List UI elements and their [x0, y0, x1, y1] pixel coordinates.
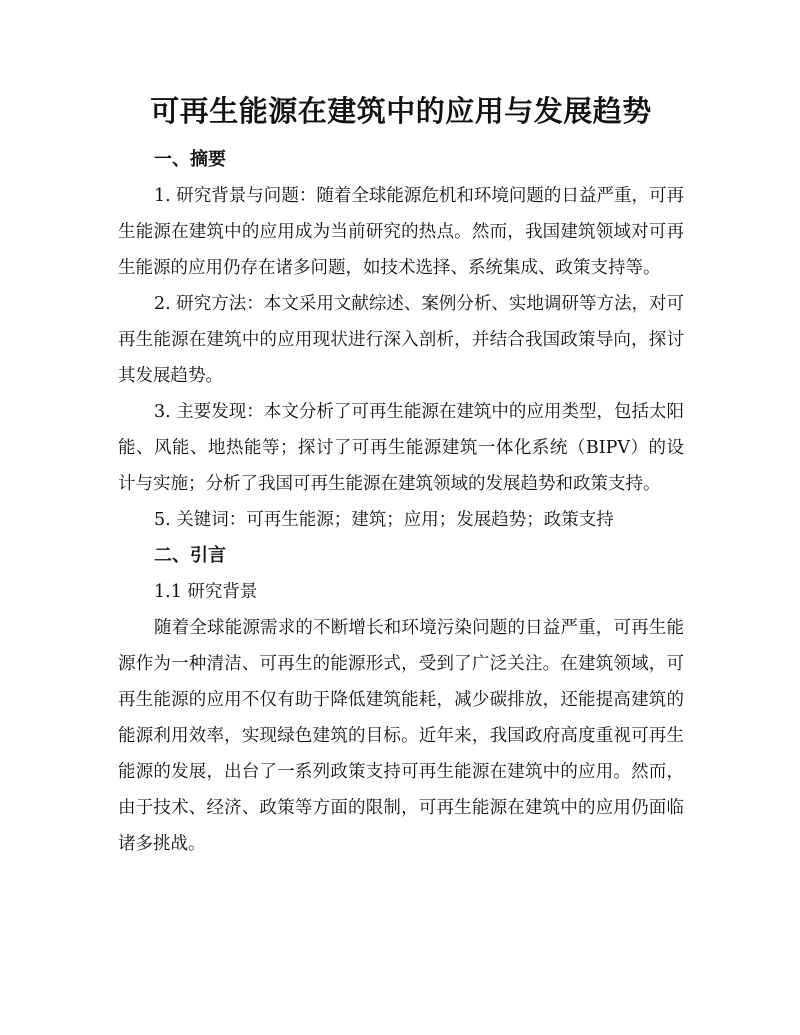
- abstract-item-keywords: 5. 关键词：可再生能源；建筑；应用；发展趋势；政策支持: [154, 510, 614, 530]
- document-page: [118, 88, 684, 862]
- intro-paragraph: 随着全球能源需求的不断增长和环境污染问题的日益严重，可再生能源作为一种清洁、可再生的能源形式，受到了广泛关注。在建筑领域，可再生能源的应用不仅有助于降低建筑能耗，减少碳排放，还能提高建筑的能源利用效率，实现绿色建筑的目标。近年来，我国政府高度重视可再生能源的发展，出台了一系列政策支持可再生能源在建筑中的应用。然而，由于技术、经济、政策等方面的限制，可再生能源在建筑中的应用仍面临诸多挑战。: [118, 618, 684, 854]
- abstract-heading: 一、摘要: [154, 149, 226, 170]
- abstract-section: [118, 142, 684, 538]
- intro-section: [118, 538, 684, 862]
- abstract-item-methods: 2. 研究方法：本文采用文献综述、案例分析、实地调研等方法，对可再生能源在建筑中的应用现状进行深入剖析，并结合我国政策导向，探讨其发展趋势。: [118, 294, 684, 386]
- intro-subheading: 1.1 研究背景: [154, 582, 258, 602]
- abstract-item-background: 1. 研究背景与问题：随着全球能源危机和环境问题的日益严重，可再生能源在建筑中的应用成为当前研究的热点。然而，我国建筑领域对可再生能源的应用仍存在诸多问题，如技术选择、系统集成、政策支持等。: [118, 186, 684, 278]
- document-title: 可再生能源在建筑中的应用与发展趋势: [150, 94, 652, 128]
- intro-heading: 二、引言: [154, 545, 226, 566]
- abstract-item-findings: 3. 主要发现：本文分析了可再生能源在建筑中的应用类型，包括太阳能、风能、地热能等；探讨了可再生能源建筑一体化系统（BIPV）的设计与实施；分析了我国可再生能源在建筑领域的发展趋势和政策支持。: [118, 402, 684, 494]
